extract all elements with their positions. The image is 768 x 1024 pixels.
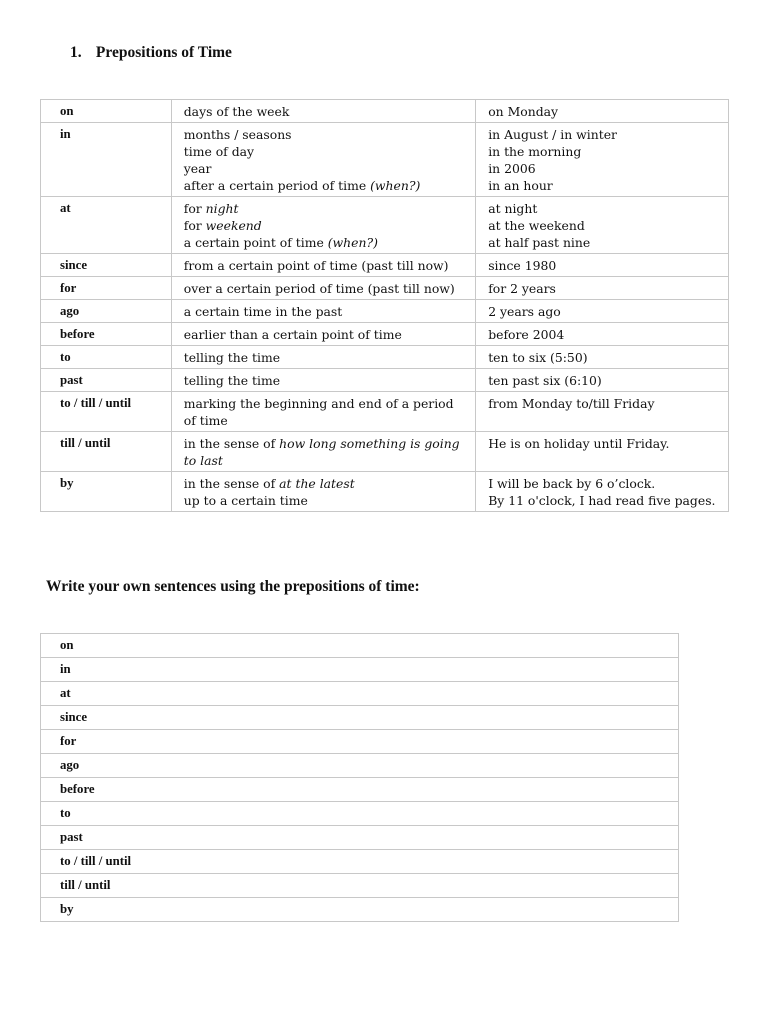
preposition-cell: for — [41, 277, 172, 300]
example-line: ten to six (5:50) — [488, 350, 588, 365]
example-cell — [476, 392, 729, 432]
section-number: 1. — [70, 44, 82, 61]
table-row — [41, 100, 729, 123]
preposition-cell: by — [41, 472, 172, 512]
example-cell — [476, 323, 729, 346]
usage-line: earlier than a certain point of time — [183, 327, 402, 342]
example-line: in an hour — [488, 178, 553, 193]
example-line: in 2006 — [488, 161, 536, 176]
usage-line: marking the beginning and end of a period of time — [183, 396, 454, 428]
usage-cell — [171, 392, 475, 432]
exercise-row[interactable] — [41, 850, 679, 874]
usage-cell — [171, 197, 475, 254]
table-row — [41, 277, 729, 300]
preposition-cell: to / till / until — [41, 392, 172, 432]
example-line: at the weekend — [488, 218, 585, 233]
usage-cell — [171, 432, 475, 472]
page-title — [70, 44, 232, 62]
example-line: He is on holiday until Friday. — [488, 436, 670, 451]
usage-line: telling the time — [183, 350, 281, 365]
usage-line: telling the time — [183, 373, 281, 388]
example-line: at half past nine — [488, 235, 591, 250]
usage-line: up to a certain time — [183, 493, 308, 508]
example-line: from Monday to/till Friday — [488, 396, 655, 411]
exercise-instruction: Write your own sentences using the prepositions of time: — [46, 578, 420, 595]
exercise-row-label: on — [41, 634, 679, 658]
example-line: for 2 years — [488, 281, 556, 296]
example-cell — [476, 123, 729, 197]
example-line: since 1980 — [488, 258, 557, 273]
usage-cell — [171, 323, 475, 346]
example-line: at night — [488, 201, 538, 216]
exercise-row-label: past — [41, 826, 679, 850]
exercise-row-label: at — [41, 682, 679, 706]
exercise-row[interactable] — [41, 754, 679, 778]
usage-line: time of day — [183, 144, 255, 159]
example-cell — [476, 369, 729, 392]
example-cell — [476, 197, 729, 254]
table-row — [41, 346, 729, 369]
exercise-row-label: before — [41, 778, 679, 802]
example-cell — [476, 300, 729, 323]
usage-cell — [171, 277, 475, 300]
usage-cell — [171, 254, 475, 277]
usage-line: months / seasons — [183, 127, 292, 142]
example-line: ten past six (6:10) — [488, 373, 602, 388]
preposition-cell: before — [41, 323, 172, 346]
usage-line: in the sense of at the latest — [183, 476, 355, 491]
usage-cell — [171, 100, 475, 123]
example-line: in the morning — [488, 144, 582, 159]
section-title: Prepositions of Time — [95, 44, 232, 61]
preposition-cell: at — [41, 197, 172, 254]
preposition-cell: in — [41, 123, 172, 197]
usage-cell — [171, 346, 475, 369]
table-row — [41, 254, 729, 277]
table-row — [41, 197, 729, 254]
exercise-row[interactable] — [41, 730, 679, 754]
table-row — [41, 392, 729, 432]
usage-cell — [171, 300, 475, 323]
table-row — [41, 369, 729, 392]
exercise-row-label: by — [41, 898, 679, 922]
exercise-row-label: to / till / until — [41, 850, 679, 874]
preposition-cell: till / until — [41, 432, 172, 472]
exercise-row[interactable] — [41, 682, 679, 706]
preposition-cell: ago — [41, 300, 172, 323]
exercise-row[interactable] — [41, 778, 679, 802]
example-cell — [476, 432, 729, 472]
usage-line: for weekend — [183, 218, 262, 233]
table-row — [41, 432, 729, 472]
exercise-row-label: since — [41, 706, 679, 730]
example-line: before 2004 — [488, 327, 565, 342]
example-cell — [476, 277, 729, 300]
table-row — [41, 472, 729, 512]
table-row — [41, 300, 729, 323]
example-line: I will be back by 6 o’clock. — [488, 476, 656, 491]
usage-line: over a certain period of time (past till now) — [183, 281, 455, 296]
usage-cell — [171, 123, 475, 197]
preposition-cell: since — [41, 254, 172, 277]
exercise-row[interactable] — [41, 898, 679, 922]
exercise-row-label: to — [41, 802, 679, 826]
exercise-table — [40, 633, 679, 922]
usage-line: for night — [183, 201, 239, 216]
exercise-row[interactable] — [41, 706, 679, 730]
exercise-row[interactable] — [41, 874, 679, 898]
exercise-row-label: till / until — [41, 874, 679, 898]
exercise-row[interactable] — [41, 658, 679, 682]
usage-line: a certain point of time (when?) — [183, 235, 378, 250]
usage-line: from a certain point of time (past till now) — [183, 258, 449, 273]
exercise-row-label: for — [41, 730, 679, 754]
example-line: on Monday — [488, 104, 559, 119]
usage-line: in the sense of how long something is going to last — [183, 436, 460, 468]
example-line: By 11 o'clock, I had read five pages. — [488, 493, 716, 508]
usage-line: days of the week — [183, 104, 290, 119]
prepositions-table — [40, 99, 729, 512]
example-line: 2 years ago — [488, 304, 561, 319]
usage-line: after a certain period of time (when?) — [183, 178, 421, 193]
exercise-row[interactable] — [41, 634, 679, 658]
example-cell — [476, 346, 729, 369]
table-row — [41, 123, 729, 197]
table-row — [41, 323, 729, 346]
exercise-row-label: in — [41, 658, 679, 682]
usage-line: a certain time in the past — [183, 304, 343, 319]
example-cell — [476, 254, 729, 277]
usage-line: year — [183, 161, 212, 176]
usage-cell — [171, 472, 475, 512]
preposition-cell: to — [41, 346, 172, 369]
exercise-row[interactable] — [41, 826, 679, 850]
example-line: in August / in winter — [488, 127, 617, 142]
preposition-cell: past — [41, 369, 172, 392]
exercise-row[interactable] — [41, 802, 679, 826]
exercise-row-label: ago — [41, 754, 679, 778]
example-cell — [476, 472, 729, 512]
usage-cell — [171, 369, 475, 392]
preposition-cell: on — [41, 100, 172, 123]
example-cell — [476, 100, 729, 123]
